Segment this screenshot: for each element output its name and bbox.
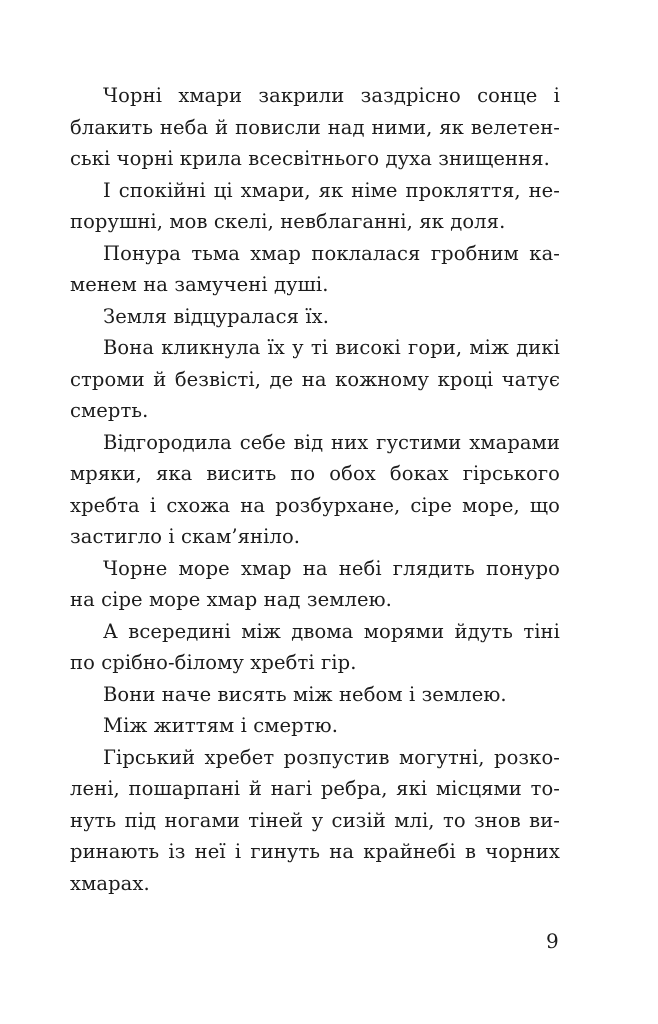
text-line: ринають із неї і гинуть на крайнебі в чорних xyxy=(70,840,560,863)
text-line: Вона кликнула їх у ті високі гори, між дикі xyxy=(103,336,560,359)
text-line: строми й безвісті, де на кожному кроці чатує xyxy=(70,367,560,391)
paragraph xyxy=(70,175,560,238)
text-line: Земля відцуралася їх. xyxy=(103,304,330,328)
text-line: по срібно-білому хребті гір. xyxy=(70,651,357,674)
page-body xyxy=(70,80,560,899)
text-line: Між життям і смертю. xyxy=(103,714,339,737)
paragraph xyxy=(70,742,560,900)
text-line: хмарах. xyxy=(70,871,150,895)
paragraph xyxy=(70,238,560,301)
paragraph xyxy=(70,427,560,553)
text-line: хребта і схожа на розбурхане, сіре море, що xyxy=(70,493,560,517)
text-line: Гірський хребет розпустив могутні, розко- xyxy=(103,745,560,769)
text-line: порушні, мов скелі, невблаганні, як доля. xyxy=(70,210,506,233)
text-line: А всередині між двома морями йдуть тіні xyxy=(103,619,560,643)
paragraph xyxy=(70,616,560,679)
text-line: блакить неба й повисли над ними, як велетен- xyxy=(70,115,560,139)
text-line: Вони наче висять між небом і землею. xyxy=(103,682,507,706)
paragraph xyxy=(70,80,560,175)
text-line: Чорне море хмар на небі глядить понуро xyxy=(103,556,560,580)
text-line: лені, пошарпані й нагі ребра, які місцями то- xyxy=(70,777,560,800)
paragraph xyxy=(70,301,560,333)
text-line: на сіре море хмар над землею. xyxy=(70,588,392,611)
paragraph xyxy=(70,679,560,711)
text-line: Понура тьма хмар поклалася гробним ка- xyxy=(103,241,560,265)
text-line: менем на замучені душі. xyxy=(70,273,329,296)
text-line: мряки, яка висить по обох боках гірського xyxy=(70,462,560,485)
text-line: смерть. xyxy=(70,399,149,422)
text-line: застигло і скам’яніло. xyxy=(70,525,301,548)
text-line: І спокійні ці хмари, як німе прокляття, не- xyxy=(103,178,560,202)
text-line: Чорні хмари закрили заздрісно сонце і xyxy=(103,84,560,107)
paragraph xyxy=(70,710,560,742)
text-line: Відгородила себе від них густими хмарами xyxy=(103,430,560,454)
page-number: 9 xyxy=(546,929,559,953)
text-line: нуть під ногами тіней у сизій млі, то знов ви- xyxy=(70,808,560,832)
paragraph xyxy=(70,332,560,427)
paragraph xyxy=(70,553,560,616)
text-line: ські чорні крила всесвітнього духа знищення. xyxy=(70,147,550,170)
